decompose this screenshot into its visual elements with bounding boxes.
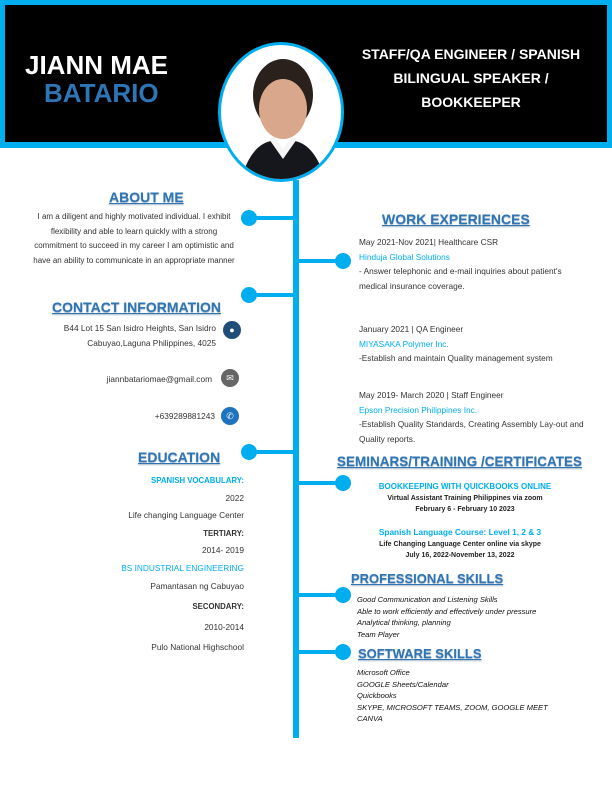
title-line: BILINGUAL SPEAKER / (393, 70, 549, 86)
last-name: BATARIO (44, 78, 159, 108)
work-company: MIYASAKA Polymer Inc. (359, 338, 449, 349)
skill-item: Team Player (357, 629, 400, 639)
email-icon: ✉ (221, 369, 239, 387)
about-heading: ABOUT ME (109, 189, 184, 205)
title-line: BOOKKEEPER (421, 94, 521, 110)
job-title (340, 42, 602, 114)
seminar-org: Virtual Assistant Training Philippines via zoom (387, 495, 543, 502)
work-item (359, 322, 589, 366)
timeline-dot (335, 587, 351, 603)
work-period: May 2021-Nov 2021| Healthcare CSR (359, 237, 499, 247)
skill-item: Able to work efficiently and effectively under pressure (357, 606, 537, 616)
skill-item: Good Communication and Listening Skills (357, 595, 498, 604)
seminar-title: Spanish Language Course: Level 1, 2 & 3 (378, 527, 542, 537)
education-degree: BS INDUSTRIAL ENGINEERING (121, 562, 244, 573)
seminar-date: February 6 - February 10 2023 (415, 506, 515, 513)
education-school: Pamantasan ng Cabuyao (150, 580, 244, 591)
timeline-dot (335, 253, 351, 269)
title-line: STAFF/QA ENGINEER / SPANISH (361, 46, 581, 62)
work-desc: - Answer telephonic and e-mail inquiries about patient's medical insurance coverage. (359, 266, 562, 291)
education-school: Life changing Language Center (128, 510, 244, 521)
education-label: SPANISH VOCABULARY: (151, 476, 244, 485)
professional-heading: PROFESSIONAL SKILLS (351, 571, 504, 586)
seminar-item (335, 526, 585, 561)
education-year: 2022 (225, 492, 244, 503)
work-company: Epson Precision Philippines Inc. (359, 404, 478, 415)
skill-item: Analytical thinking, planning (357, 618, 451, 627)
profile-photo (218, 42, 344, 182)
education-label: TERTIARY: (203, 528, 244, 538)
first-name: JIANN MAE (25, 50, 169, 80)
software-list (357, 667, 597, 725)
work-company: Hinduja Global Solutions (359, 251, 450, 262)
software-item: GOOGLE Sheets/Calendar (357, 679, 449, 689)
education-school: Pulo National Highschool (151, 642, 244, 653)
work-item (359, 388, 589, 446)
seminar-org: Life Changing Language Center online via skype (379, 541, 541, 548)
software-item: SKYPE, MICROSOFT TEAMS, ZOOM, GOOGLE MEET (357, 702, 548, 712)
work-period: May 2019- March 2020 | Staff Engineer (359, 390, 504, 400)
professional-list (357, 594, 597, 640)
location-icon: ● (223, 321, 241, 339)
about-text: I am a diligent and highly motivated individual. I exhibit flexibility and able to learn quickly with a strong commitment to succeed in my career I am optimistic and have an ability to communicate in an appropriate manner (33, 212, 235, 265)
software-item: Microsoft Office (357, 668, 410, 677)
work-desc: -Establish Quality Standards, Creating Assembly Lay-out and Quality reports. (359, 419, 584, 444)
education-heading: EDUCATION (138, 449, 221, 465)
work-item (359, 235, 589, 293)
contact-email[interactable]: jiannbatariomae@gmail.com (106, 374, 212, 384)
education-year: 2014- 2019 (202, 545, 244, 556)
work-heading: WORK EXPERIENCES (382, 211, 530, 227)
work-desc: -Establish and maintain Quality management system (359, 353, 553, 363)
software-item: CANVA (357, 714, 383, 723)
education-year: 2010-2014 (204, 621, 244, 632)
software-item: Quickbooks (357, 691, 397, 700)
seminar-item (340, 481, 590, 515)
education-label: SECONDARY: (192, 602, 244, 612)
contact-address: B44 Lot 15 San Isidro Heights, San Isidro Cabuyao,Laguna Philippines, 4025 (63, 323, 216, 348)
phone-icon: ✆ (221, 407, 239, 425)
timeline-dot (335, 644, 351, 660)
seminar-title: BOOKKEEPING WITH QUICKBOOKS ONLINE (378, 482, 552, 491)
timeline-dot (241, 210, 257, 226)
seminars-heading: SEMINARS/TRAINING /CERTIFICATES (337, 454, 583, 469)
contact-heading: CONTACT INFORMATION (52, 299, 222, 315)
timeline-line (293, 180, 299, 738)
work-period: January 2021 | QA Engineer (359, 324, 464, 334)
timeline-dot (241, 444, 257, 460)
education-list (40, 472, 244, 657)
contact-phone: +639289881243 (154, 411, 215, 421)
software-heading: SOFTWARE SKILLS (358, 646, 482, 661)
timeline-dot (241, 287, 257, 303)
seminar-date: July 16, 2022-November 13, 2022 (405, 552, 515, 559)
